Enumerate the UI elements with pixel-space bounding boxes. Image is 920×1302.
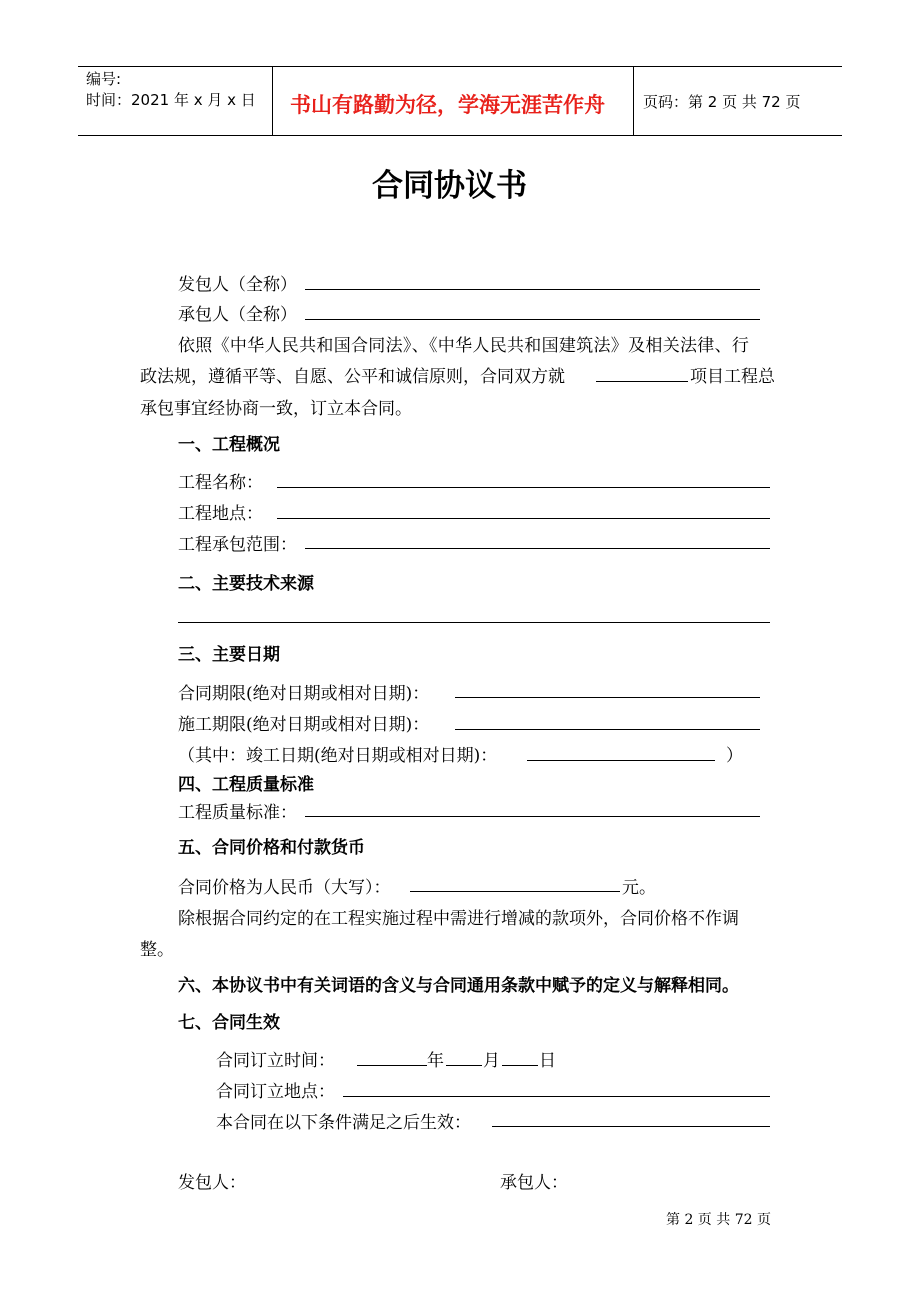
technology-source-field[interactable] (178, 622, 770, 623)
signing-year-label: 年 (427, 1051, 444, 1071)
completion-date-label: （其中：竣工日期(绝对日期或相对日期)： (178, 746, 498, 766)
section-1-heading: 一、工程概况 (178, 435, 280, 455)
construction-term-label: 施工期限(绝对日期或相对日期)： (178, 715, 430, 735)
signing-year-field[interactable] (357, 1065, 427, 1066)
employer-signature-label: 发包人： (178, 1173, 246, 1193)
effective-condition-label: 本合同在以下条件满足之后生效： (216, 1113, 471, 1133)
section-2-heading: 二、主要技术来源 (178, 574, 314, 594)
header-bottom-rule (78, 135, 842, 136)
completion-date-close: ） (726, 746, 743, 766)
project-location-label: 工程地点： (178, 504, 263, 524)
signing-place-label: 合同订立地点： (216, 1082, 335, 1102)
contractor-full-name-field[interactable] (305, 319, 760, 320)
quality-standard-field[interactable] (305, 816, 760, 817)
contract-price-field[interactable] (410, 891, 620, 892)
section-7-heading: 七、合同生效 (178, 1013, 280, 1033)
signing-month-label: 月 (483, 1051, 500, 1071)
project-name-field[interactable] (277, 487, 770, 488)
quality-standard-label: 工程质量标准： (178, 803, 297, 823)
header-motto: 书山有路勤为径，学海无涯苦作舟 (290, 93, 605, 117)
signing-day-label: 日 (539, 1051, 556, 1071)
signing-time-label: 合同订立时间： (216, 1051, 335, 1071)
header-page-label: 页码：第 2 页 共 72 页 (643, 93, 801, 111)
project-name-blank[interactable] (596, 381, 688, 382)
contract-price-label: 合同价格为人民币（大写）： (178, 878, 391, 898)
contract-term-field[interactable] (455, 697, 760, 698)
header-divider-1 (272, 66, 273, 136)
employer-full-name-field[interactable] (305, 289, 760, 290)
intro-line-2a: 政法规，遵循平等、自愿、公平和诚信原则，合同双方就 (140, 367, 565, 387)
contractor-full-name-label: 承包人（全称） (178, 305, 297, 325)
section-5-heading: 五、合同价格和付款货币 (178, 838, 365, 858)
section-3-heading: 三、主要日期 (178, 645, 280, 665)
project-name-label: 工程名称： (178, 473, 263, 493)
construction-term-field[interactable] (455, 729, 760, 730)
completion-date-field[interactable] (527, 760, 715, 761)
price-note-line-1: 除根据合同约定的在工程实施过程中需进行增减的款项外，合同价格不作调 (178, 909, 739, 929)
header-time-label: 时间：2021 年 x 月 x 日 (86, 91, 256, 109)
employer-full-name-label: 发包人（全称） (178, 275, 297, 295)
price-note-line-2: 整。 (140, 940, 174, 960)
intro-line-2b: 项目工程总 (690, 367, 775, 387)
signing-month-field[interactable] (446, 1065, 482, 1066)
header-top-rule (78, 66, 842, 67)
signing-place-field[interactable] (343, 1096, 770, 1097)
effective-condition-field[interactable] (492, 1126, 770, 1127)
header-divider-2 (633, 66, 634, 136)
signing-day-field[interactable] (502, 1065, 538, 1066)
page-title: 合同协议书 (372, 168, 527, 204)
section-6-heading: 六、本协议书中有关词语的含义与合同通用条款中赋予的定义与解释相同。 (178, 976, 739, 996)
footer-page-number: 第 2 页 共 72 页 (666, 1212, 771, 1228)
contract-price-unit: 元。 (622, 878, 656, 898)
project-scope-label: 工程承包范围： (178, 535, 297, 555)
project-scope-field[interactable] (305, 548, 770, 549)
project-location-field[interactable] (277, 518, 770, 519)
contractor-signature-label: 承包人： (500, 1173, 568, 1193)
intro-line-3: 承包事宜经协商一致，订立本合同。 (140, 399, 412, 419)
intro-line-1: 依照《中华人民共和国合同法》、《中华人民共和国建筑法》及相关法律、行 (178, 336, 750, 356)
header-code-label: 编号: (86, 70, 122, 88)
section-4-heading: 四、工程质量标准 (178, 775, 314, 795)
contract-term-label: 合同期限(绝对日期或相对日期)： (178, 684, 430, 704)
